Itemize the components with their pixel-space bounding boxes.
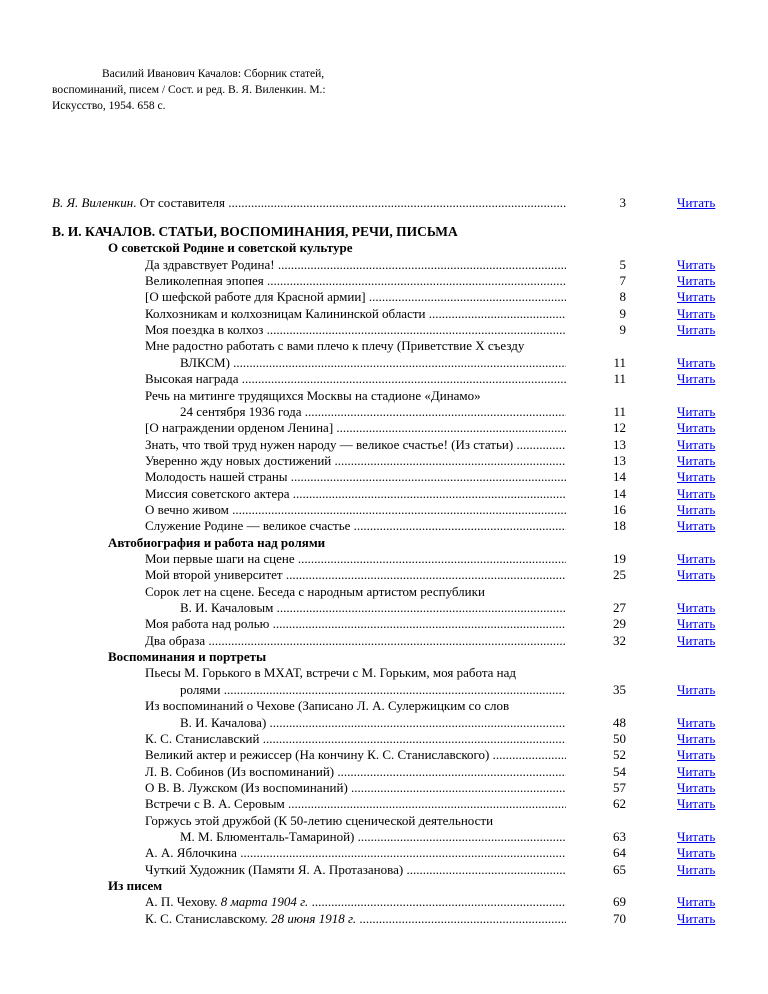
read-link[interactable]: Читать <box>677 828 716 844</box>
entry-title-continuation: ВЛКСМ) <box>180 354 230 370</box>
read-link[interactable]: Читать <box>677 403 716 419</box>
read-link[interactable]: Читать <box>677 501 716 517</box>
entry-title-text: Миссия советского актера <box>145 485 290 501</box>
entry-title <box>145 862 622 878</box>
letter-date: 28 июня 1918 г. <box>271 910 357 926</box>
entry-title-text: А. А. Яблочкина <box>145 845 237 861</box>
entry-title-first-line: Пьесы М. Горького в МХАТ, встречи с М. Горьким, моя работа над <box>145 665 517 681</box>
read-link[interactable]: Читать <box>677 730 716 746</box>
entry-title-text: Встречи с В. А. Серовым <box>145 796 285 812</box>
read-link[interactable]: Читать <box>677 861 716 877</box>
entry-title-text: Л. В. Собинов (Из воспоминаний) <box>145 763 335 779</box>
page-number: 13 <box>566 437 626 453</box>
entry-title <box>145 371 622 387</box>
page-number: 50 <box>566 731 626 747</box>
page-number: 52 <box>566 747 626 763</box>
read-link[interactable]: Читать <box>677 420 716 436</box>
entry-title <box>180 600 622 616</box>
page-number: 35 <box>566 682 626 698</box>
biblio-line-3: Искусство, 1954. 658 с. <box>52 100 166 112</box>
entry-title <box>145 616 622 632</box>
page-number: 16 <box>566 502 626 518</box>
read-link[interactable]: Читать <box>677 518 716 534</box>
page-number: 65 <box>566 862 626 878</box>
entry-title-text: Служение Родине — великое счастье <box>145 518 351 534</box>
entry-title-text: Уверенно жду новых достижений <box>145 452 332 468</box>
biblio-line-1: Василий Иванович Качалов: Сборник статей, <box>102 68 325 80</box>
section-title: Воспоминания и портреты <box>108 649 267 665</box>
entry-title-text: Два образа <box>145 632 206 648</box>
page-number: 9 <box>566 322 626 338</box>
entry-title <box>52 195 622 211</box>
read-link[interactable]: Читать <box>677 763 716 779</box>
read-link[interactable]: Читать <box>677 567 716 583</box>
page-number: 13 <box>566 453 626 469</box>
read-link[interactable]: Читать <box>677 681 716 697</box>
read-link[interactable]: Читать <box>677 305 716 321</box>
read-link[interactable]: Читать <box>677 796 716 812</box>
entry-title-continuation: 24 сентября 1936 года <box>180 403 302 419</box>
page-number: 63 <box>566 829 626 845</box>
read-link[interactable]: Читать <box>677 452 716 468</box>
entry-title-text: Высокая награда <box>145 371 239 387</box>
entry-title <box>145 437 622 453</box>
entry-title-first-line: Мне радостно работать с вами плечо к плечу (Приветствие X съезду <box>145 338 525 354</box>
page-number: 12 <box>566 420 626 436</box>
read-link[interactable]: Читать <box>677 845 716 861</box>
entry-title-text: О В. В. Лужском (Из воспоминаний) <box>145 779 348 795</box>
entry-title <box>145 420 622 436</box>
entry-title-text: Мой второй университет <box>145 567 283 583</box>
read-link[interactable]: Читать <box>677 322 716 338</box>
entry-title-text: Моя работа над ролью <box>145 616 270 632</box>
page-number: 14 <box>566 486 626 502</box>
page-number: 27 <box>566 600 626 616</box>
section-title: О советской Родине и советской культуре <box>108 240 353 256</box>
read-link[interactable]: Читать <box>677 894 716 910</box>
entry-title-text: Знать, что твой труд нужен народу — великое счастье! (Из статьи) <box>145 436 514 452</box>
page-number: 19 <box>566 551 626 567</box>
page-number: 5 <box>566 257 626 273</box>
entry-title <box>145 911 622 927</box>
entry-title-text: Великий актер и режиссер (На кончину К. С. Станиславского) <box>145 747 490 763</box>
page-number: 62 <box>566 796 626 812</box>
page-number: 32 <box>566 633 626 649</box>
entry-title-continuation: В. И. Качалова) <box>180 714 267 730</box>
read-link[interactable]: Читать <box>677 469 716 485</box>
page-number: 29 <box>566 616 626 632</box>
entry-title <box>180 829 622 845</box>
read-link[interactable]: Читать <box>677 910 716 926</box>
read-link[interactable]: Читать <box>677 354 716 370</box>
entry-title <box>145 894 622 910</box>
entry-title-text: Колхозникам и колхозницам Калининской области <box>145 305 426 321</box>
read-link[interactable]: Читать <box>677 632 716 648</box>
read-link[interactable]: Читать <box>677 600 716 616</box>
entry-title-text: К. С. Станиславскому. <box>145 910 272 926</box>
entry-title <box>145 845 622 861</box>
entry-title <box>180 355 622 371</box>
page-number: 69 <box>566 894 626 910</box>
entry-title-text: Моя поездка в колхоз <box>145 322 264 338</box>
page-number: 3 <box>566 195 626 211</box>
entry-title <box>145 731 622 747</box>
read-link[interactable]: Читать <box>677 289 716 305</box>
entry-title <box>180 404 622 420</box>
page-number: 14 <box>566 469 626 485</box>
read-link[interactable]: Читать <box>677 273 716 289</box>
section-title: Автобиография и работа над ролями <box>108 534 326 550</box>
preface-author: В. Я. Виленкин <box>52 195 134 210</box>
entry-title-text: К. С. Станиславский <box>145 730 260 746</box>
entry-title-text: Да здравствует Родина! <box>145 256 275 272</box>
entry-title <box>145 764 622 780</box>
page-number: 57 <box>566 780 626 796</box>
entry-title-text: Чуткий Художник (Памяти Я. А. Протазанова) <box>145 861 404 877</box>
entry-title <box>145 486 622 502</box>
read-link[interactable]: Читать <box>677 714 716 730</box>
entry-title <box>145 469 622 485</box>
entry-title <box>145 796 622 812</box>
page-number: 48 <box>566 715 626 731</box>
page-number: 8 <box>566 289 626 305</box>
page-number: 11 <box>566 371 626 387</box>
page-number: 7 <box>566 273 626 289</box>
read-link[interactable]: Читать <box>677 195 716 210</box>
entry-title <box>145 453 622 469</box>
read-link[interactable]: Читать <box>677 485 716 501</box>
page-number: 25 <box>566 567 626 583</box>
bibliographic-reference <box>52 66 444 114</box>
entry-title-text: Мои первые шаги на сцене <box>145 551 295 566</box>
entry-title <box>145 322 622 338</box>
entry-title <box>145 502 622 518</box>
entry-title-continuation: В. И. Качаловым <box>180 600 274 616</box>
entry-title <box>145 306 622 322</box>
page-number: 54 <box>566 764 626 780</box>
entry-title-continuation: ролями <box>180 681 221 697</box>
entry-title <box>145 633 622 649</box>
entry-title-text: О вечно живом <box>145 501 229 517</box>
entry-title <box>145 273 622 289</box>
entry-title-first-line: Горжусь этой дружбой (К 50-летию сценической деятельности <box>145 812 494 828</box>
entry-title <box>145 518 622 534</box>
entry-title-first-line: Речь на митинге трудящихся Москвы на стадионе «Динамо» <box>145 387 481 403</box>
biblio-line-2: воспоминаний, писем / Сост. и ред. В. Я. Виленкин. М.: <box>52 84 326 96</box>
entry-title <box>145 289 622 305</box>
page-number: 11 <box>566 355 626 371</box>
page-number: 70 <box>566 911 626 927</box>
entry-title <box>180 682 622 698</box>
entry-title-continuation: М. М. Блюменталь-Тамариной) <box>180 828 355 844</box>
entry-title-first-line: Сорок лет на сцене. Беседа с народным артистом республики <box>145 583 485 599</box>
entry-title-text: Молодость нашей страны <box>145 469 288 485</box>
entry-title <box>145 567 622 583</box>
entry-title <box>180 715 622 731</box>
read-link[interactable]: Читать <box>677 779 716 795</box>
entry-title-text: А. П. Чехову. <box>145 894 221 910</box>
preface-title: . От составителя <box>133 195 225 210</box>
section-title: Из писем <box>108 878 163 893</box>
entry-title-text: [О награждении орденом Ленина] <box>145 420 334 436</box>
page-number: 18 <box>566 518 626 534</box>
page-number: 64 <box>566 845 626 861</box>
entry-title <box>145 747 622 763</box>
entry-title <box>145 257 622 273</box>
read-link[interactable]: Читать <box>677 436 716 452</box>
entry-title-first-line: Из воспоминаний о Чехове (Записано Л. А. Сулержицким со слов <box>145 698 510 714</box>
read-link[interactable]: Читать <box>677 551 716 566</box>
entry-title <box>145 551 622 567</box>
page-number: 11 <box>566 404 626 420</box>
part-title: В. И. КАЧАЛОВ. СТАТЬИ, ВОСПОМИНАНИЯ, РЕЧИ, ПИСЬМА <box>52 224 458 239</box>
read-link[interactable]: Читать <box>677 371 716 387</box>
read-link[interactable]: Читать <box>677 616 716 632</box>
letter-date: 8 марта 1904 г. <box>220 894 309 910</box>
entry-title-text: [О шефской работе для Красной армии] <box>145 289 366 305</box>
read-link[interactable]: Читать <box>677 747 716 763</box>
read-link[interactable]: Читать <box>677 256 716 272</box>
entry-title-text: Великолепная эпопея <box>145 273 264 289</box>
entry-title <box>145 780 622 796</box>
page-number: 9 <box>566 306 626 322</box>
